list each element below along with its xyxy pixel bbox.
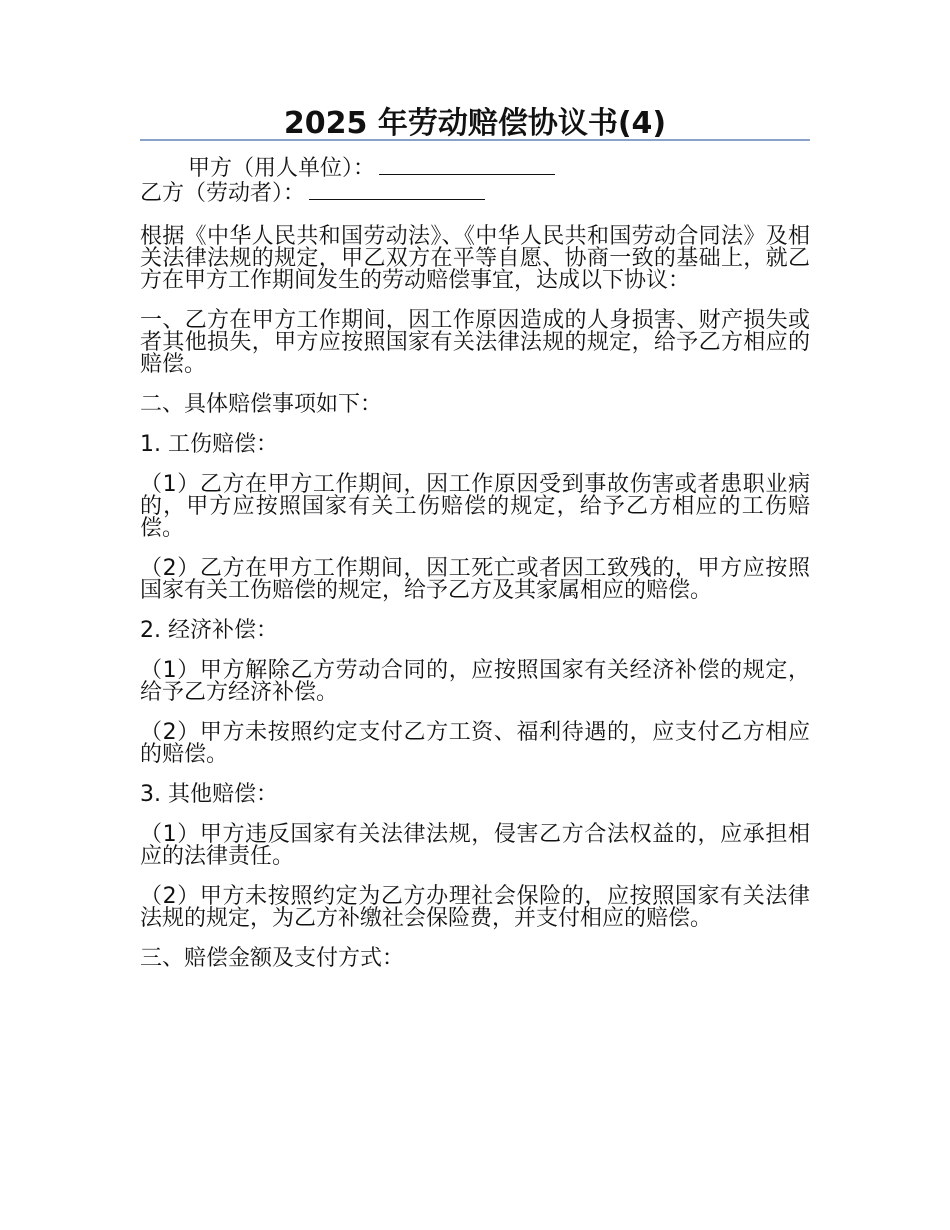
section-2-1-item-2: （2）乙方在甲方工作期间，因工死亡或者因工致残的，甲方应按照国家有关工伤赔偿的规定，给予乙方及其家属相应的赔偿。: [140, 556, 810, 603]
section-2-2-item-2: （2）甲方未按照约定支付乙方工资、福利待遇的，应支付乙方相应的赔偿。: [140, 720, 810, 767]
intro-paragraph: 根据《中华人民共和国劳动法》、《中华人民共和国劳动合同法》及相关法律法规的规定，甲乙双方在平等自愿、协商一致的基础上，就乙方在甲方工作期间发生的劳动赔偿事宜，达成以下协议：: [140, 224, 810, 293]
document-body: [140, 156, 810, 970]
section-2-1-heading: 1. 工伤赔偿：: [140, 432, 278, 457]
party-a-blank: [379, 156, 555, 175]
title-underline: [140, 139, 810, 141]
party-b-line: [140, 181, 810, 206]
section-3-heading: 三、赔偿金额及支付方式：: [140, 946, 405, 971]
party-a-label: 甲方（用人单位）：: [188, 156, 376, 181]
party-b-label: 乙方（劳动者）：: [140, 181, 306, 206]
section-2-2-heading: 2. 经济补偿：: [140, 618, 278, 643]
document-title: 2025 年劳动赔偿协议书(4): [283, 106, 667, 141]
section-2-2-item-1: （1）甲方解除乙方劳动合同的，应按照国家有关经济补偿的规定，给予乙方经济补偿。: [140, 658, 810, 705]
section-1-paragraph: 一、乙方在甲方工作期间，因工作原因造成的人身损害、财产损失或者其他损失，甲方应按照国家有关法律法规的规定，给予乙方相应的赔偿。: [140, 308, 810, 377]
section-2-3-heading: 3. 其他赔偿：: [140, 782, 278, 807]
party-a-line: [140, 156, 810, 181]
section-2-3-item-1: （1）甲方违反国家有关法律法规，侵害乙方合法权益的，应承担相应的法律责任。: [140, 822, 810, 869]
section-2-heading: 二、具体赔偿事项如下：: [140, 392, 383, 417]
section-2-1-item-1: （1）乙方在甲方工作期间，因工作原因受到事故伤害或者患职业病的，甲方应按照国家有关工伤赔偿的规定，给予乙方相应的工伤赔偿。: [140, 472, 810, 541]
party-b-blank: [309, 181, 485, 200]
section-2-3-item-2: （2）甲方未按照约定为乙方办理社会保险的，应按照国家有关法律法规的规定，为乙方补缴社会保险费，并支付相应的赔偿。: [140, 884, 810, 931]
